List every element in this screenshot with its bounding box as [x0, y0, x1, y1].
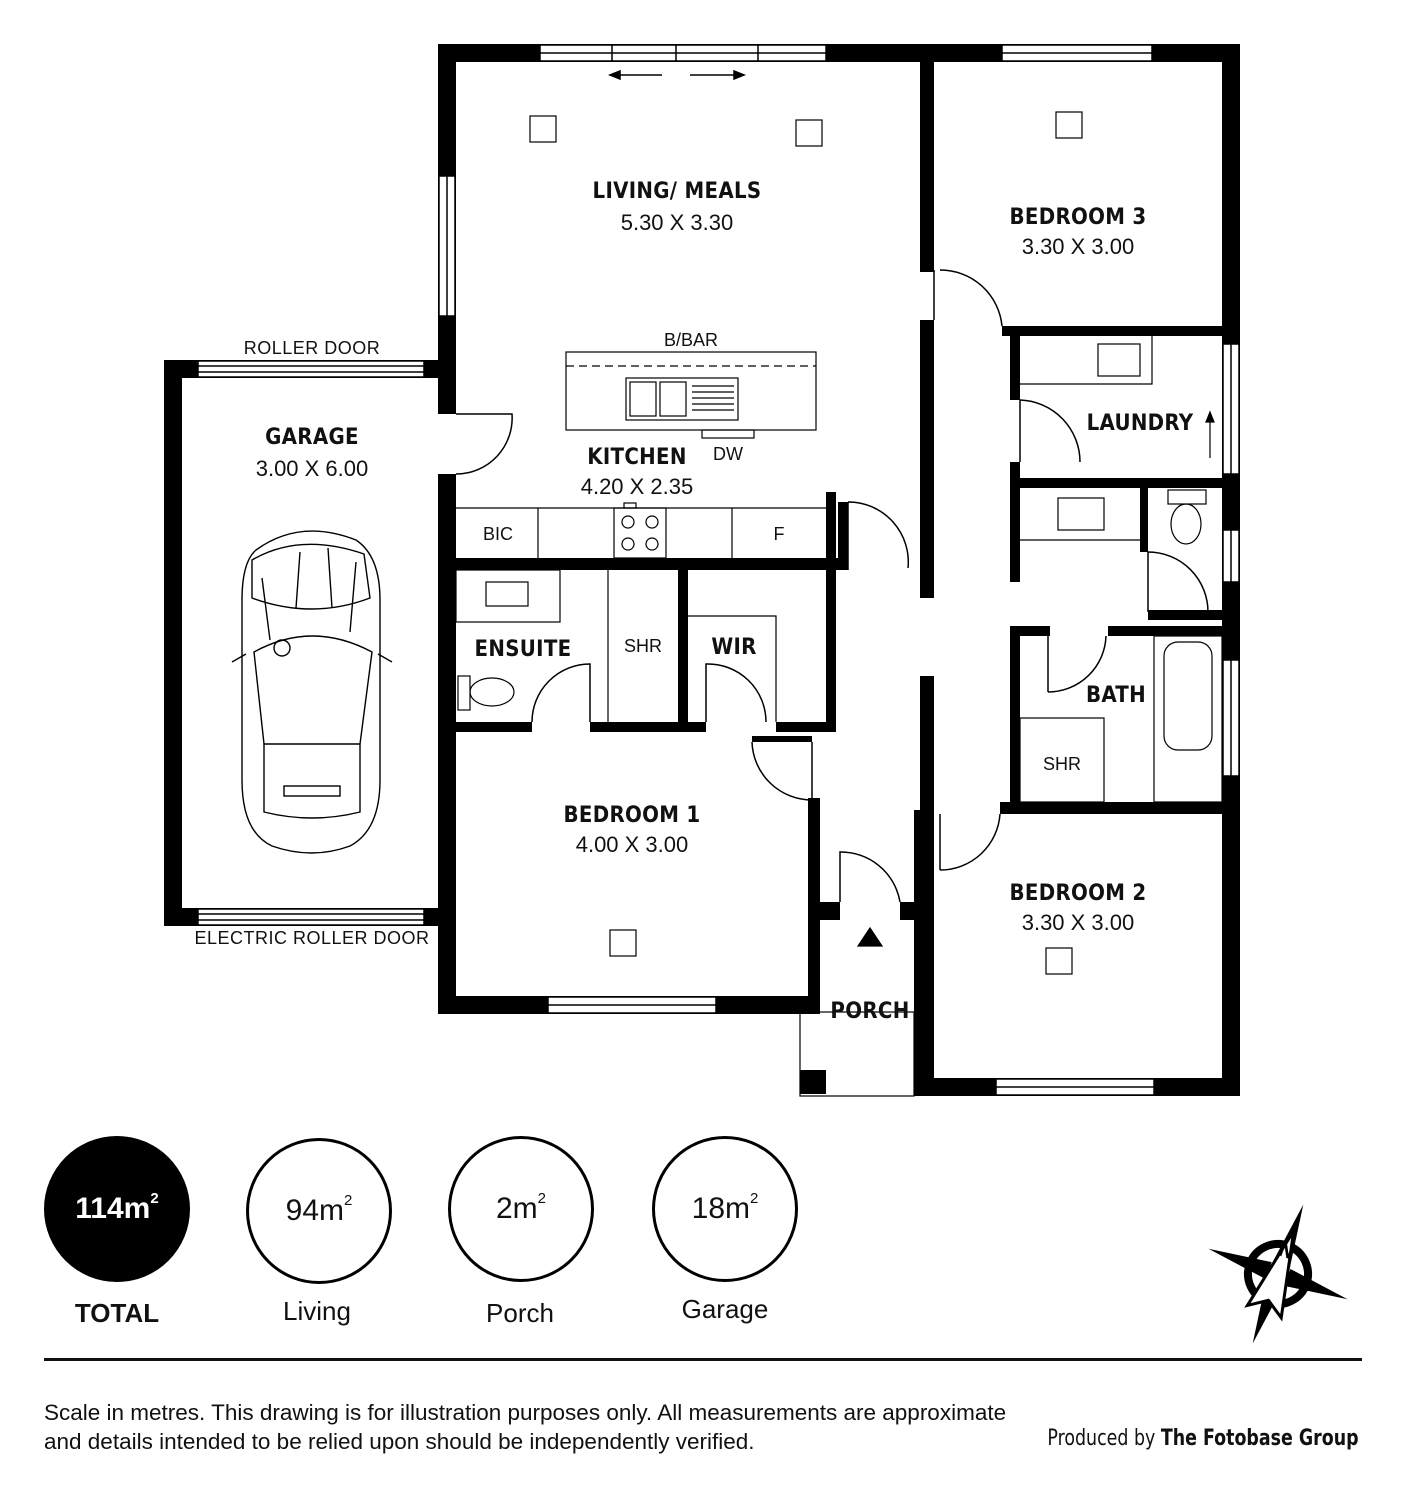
produced-by-label: Produced by [1047, 1426, 1156, 1451]
living-dims: 5.30 X 3.30 [620, 210, 734, 235]
company-name: The Fotobase Group [1161, 1426, 1359, 1451]
bedroom1-name: BEDROOM 1 [563, 803, 701, 828]
living-area-badge [246, 1138, 392, 1284]
kitchen-name: KITCHEN [587, 445, 687, 470]
bic-label: BIC [482, 524, 514, 544]
fridge-label: F [773, 524, 785, 544]
porch-area-label: Porch [486, 1298, 554, 1328]
ensuite-name: ENSUITE [474, 637, 572, 662]
wir-name: WIR [711, 635, 757, 660]
laundry-name: LAUNDRY [1086, 411, 1194, 436]
garage-name: GARAGE [265, 425, 359, 450]
garage-area-badge [652, 1136, 798, 1282]
porch-area-value: $2m^2$ [495, 1190, 547, 1225]
total-area-value: $114m^2$ [75, 1190, 159, 1225]
garage-dims: 3.00 X 6.00 [255, 456, 369, 481]
footer-divider [44, 1358, 1362, 1361]
total-area-badge [44, 1136, 190, 1282]
bbar-label: B/BAR [663, 330, 719, 350]
room-labels [194, 179, 1193, 1024]
bedroom3-dims: 3.30 X 3.00 [1021, 234, 1135, 259]
living-area-label: Living [283, 1296, 351, 1326]
porch-area-badge [448, 1136, 594, 1282]
bath-shr-label: SHR [1042, 754, 1082, 774]
electric-roller-door-label: ELECTRIC ROLLER DOOR [194, 928, 430, 948]
bedroom2-name: BEDROOM 2 [1009, 881, 1147, 906]
compass-icon [1198, 1196, 1358, 1356]
bedroom2-dims: 3.30 X 3.00 [1021, 910, 1135, 935]
fixtures [456, 112, 1222, 1096]
producer-credit [1048, 1426, 1359, 1451]
ensuite-shr-label: SHR [623, 636, 663, 656]
dw-label: DW [713, 444, 743, 464]
garage-area-value: $18m^2$ [691, 1190, 759, 1225]
roller-door-label: ROLLER DOOR [243, 338, 381, 358]
sliding-door-arrows [610, 71, 744, 79]
total-area-label: TOTAL [74, 1298, 160, 1328]
bedroom3-name: BEDROOM 3 [1009, 205, 1147, 230]
bath-name: BATH [1086, 683, 1146, 708]
bedroom1-dims: 4.00 X 3.00 [575, 832, 689, 857]
living-name: LIVING/ MEALS [592, 179, 762, 204]
porch-name: PORCH [830, 999, 910, 1024]
disclaimer-text: Scale in metres. This drawing is for illustration purposes only. All measurements are approximate and details intended to be relied upon should be independently verified. [44, 1400, 1007, 1454]
garage-area-label: Garage [681, 1294, 769, 1324]
compass-north-letter: N [1274, 1236, 1299, 1265]
kitchen-dims: 4.20 X 2.35 [580, 474, 694, 499]
car-icon [232, 531, 392, 853]
living-area-value: $94m^2$ [285, 1192, 353, 1227]
